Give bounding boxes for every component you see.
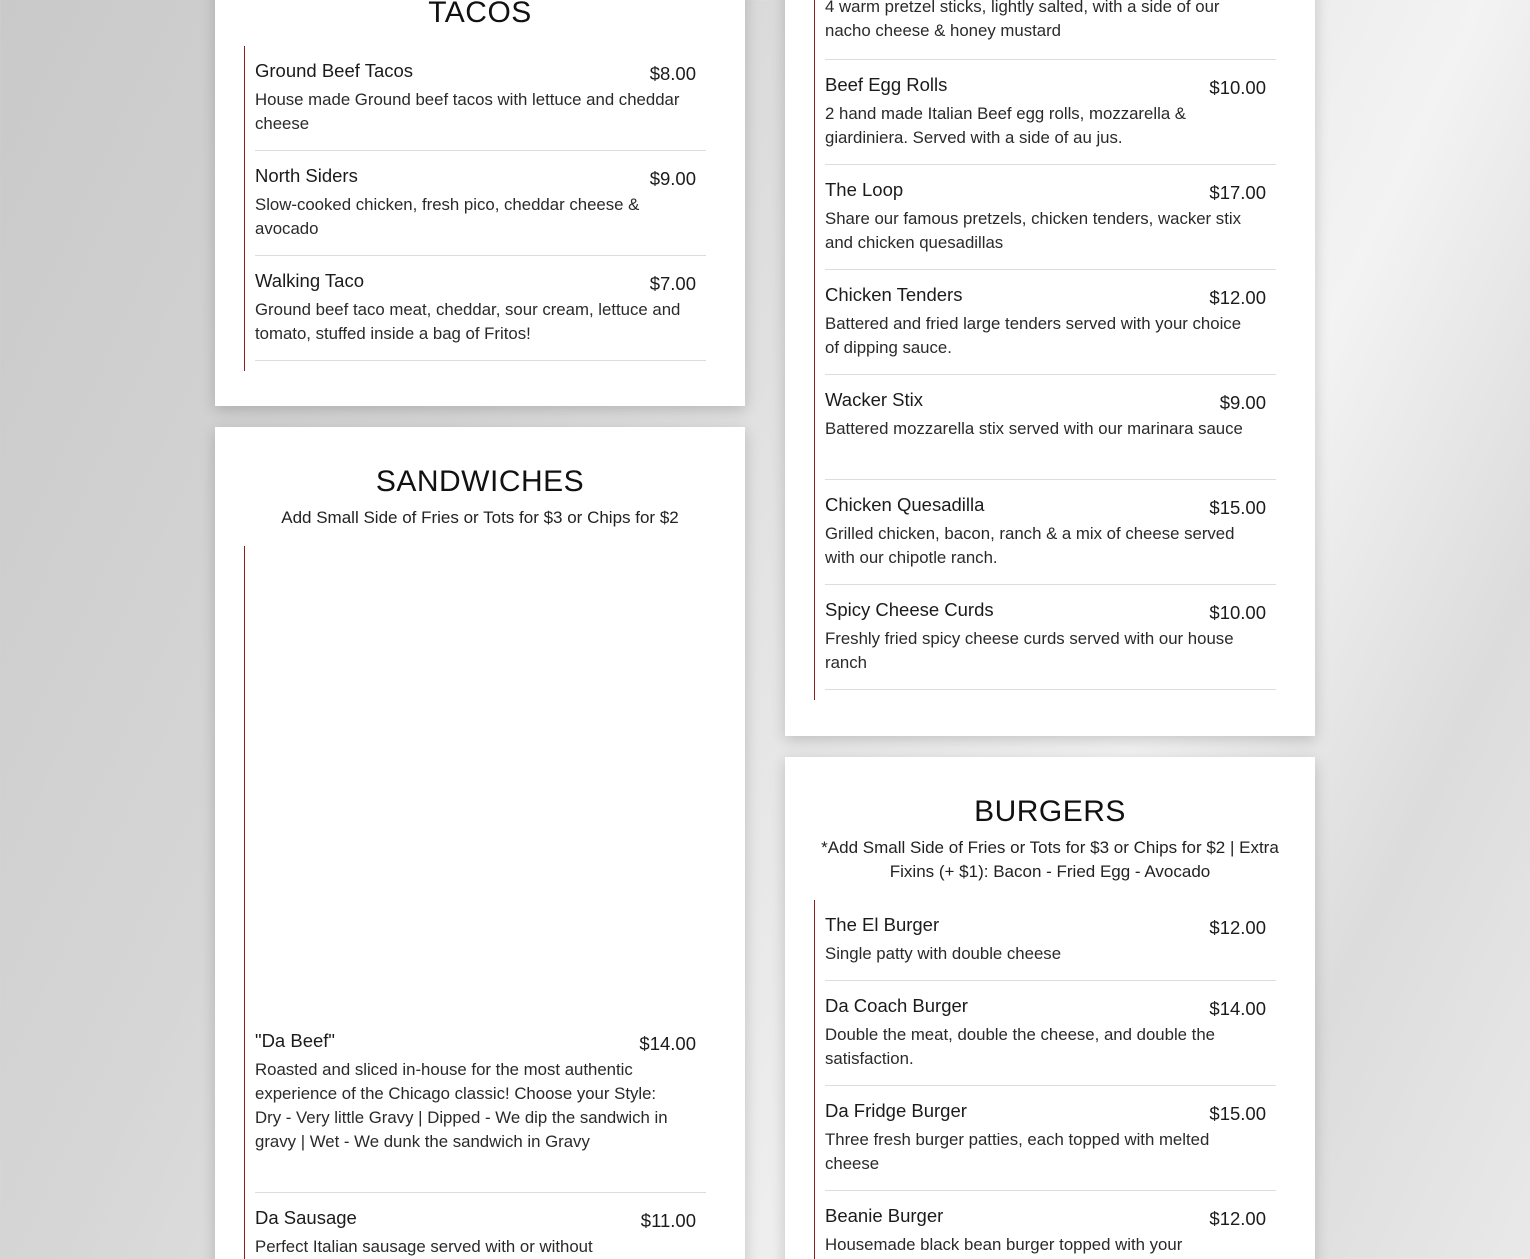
item-name: The El Burger [825, 914, 940, 935]
item-description: Double the meat, double the cheese, and double the satisfaction. [825, 1025, 1215, 1068]
menu-item[interactable] [255, 151, 706, 256]
menu-item[interactable] [825, 270, 1276, 375]
menu-item[interactable] [255, 256, 706, 361]
menu-item[interactable] [825, 165, 1276, 270]
item-price: $14.00 [639, 1033, 696, 1054]
item-price: $8.00 [649, 63, 696, 84]
item-description: Slow-cooked chicken, fresh pico, cheddar cheese & avocado [255, 195, 640, 238]
appetizers-section [785, 0, 1315, 736]
menu-item[interactable] [255, 1016, 706, 1193]
section-title-tacos: TACOS [428, 0, 532, 29]
item-name: North Siders [255, 165, 358, 186]
item-name: Beanie Burger [825, 1205, 944, 1226]
menu-item[interactable] [825, 375, 1276, 480]
item-name: Wacker Stix [825, 389, 923, 410]
tacos-section [215, 0, 745, 406]
menu-item[interactable] [825, 0, 1276, 60]
item-description: Housemade black bean burger topped with your [825, 1235, 1183, 1254]
sandwiches-item-list [244, 546, 706, 1259]
item-name: Walking Taco [255, 270, 364, 291]
menu-item[interactable] [825, 585, 1276, 690]
menu-item[interactable] [255, 1193, 706, 1259]
item-name: The Loop [825, 179, 904, 200]
menu-item[interactable] [825, 981, 1276, 1086]
item-description: Grilled chicken, bacon, ranch & a mix of cheese served with our chipotle ranch. [825, 524, 1235, 567]
item-price: $9.00 [1219, 392, 1266, 413]
menu-item[interactable] [825, 1086, 1276, 1191]
item-price: $12.00 [1209, 917, 1266, 938]
item-name: Spicy Cheese Curds [825, 599, 994, 620]
appetizers-item-list [814, 0, 1276, 700]
menu-item[interactable] [825, 60, 1276, 165]
item-name: Chicken Quesadilla [825, 494, 985, 515]
item-description: Single patty with double cheese [825, 944, 1062, 963]
item-price: $10.00 [1209, 77, 1266, 98]
item-price: $7.00 [649, 273, 696, 294]
item-price: $15.00 [1209, 497, 1266, 518]
item-description: 4 warm pretzel sticks, lightly salted, with a side of our nacho cheese & honey mustard [825, 0, 1220, 40]
menu-item[interactable] [825, 900, 1276, 981]
item-name: "Da Beef" [255, 1030, 335, 1051]
item-name: Ground Beef Tacos [255, 60, 414, 81]
item-description: Ground beef taco meat, cheddar, sour cream, lettuce and tomato, stuffed inside a bag of Fritos! [255, 300, 681, 343]
section-note-sandwiches: Add Small Side of Fries or Tots for $3 or Chips for $2 [281, 508, 679, 527]
tacos-item-list [244, 46, 706, 371]
menu-item[interactable] [825, 480, 1276, 585]
item-price: $15.00 [1209, 1103, 1266, 1124]
item-price: $12.00 [1209, 1208, 1266, 1229]
item-price: $9.00 [649, 168, 696, 189]
item-description: House made Ground beef tacos with lettuce and cheddar cheese [255, 90, 680, 133]
menu-item[interactable] [255, 46, 706, 151]
menu-item[interactable] [825, 1191, 1276, 1259]
item-description: Three fresh burger patties, each topped with melted cheese [825, 1130, 1210, 1173]
section-note-burgers: *Add Small Side of Fries or Tots for $3 or Chips for $2 | Extra Fixins (+ $1): Bacon - Fried Egg - Avocado [821, 838, 1279, 881]
sandwiches-section [215, 427, 745, 1259]
list-spacer [245, 361, 706, 371]
item-description: Roasted and sliced in-house for the most authentic experience of the Chicago classic! Choose your Style: Dry - Very little Gravy | Dipped - We dip the sandwich in gravy | Wet - We dunk the sandwich in Gravy [255, 1060, 668, 1151]
burgers-item-list [814, 900, 1276, 1259]
item-name: Da Sausage [255, 1207, 357, 1228]
item-price: $14.00 [1209, 998, 1266, 1019]
list-spacer [815, 690, 1276, 700]
item-price: $10.00 [1209, 602, 1266, 623]
section-title-sandwiches: SANDWICHES [375, 465, 585, 498]
item-name: Da Fridge Burger [825, 1100, 967, 1121]
item-price: $11.00 [640, 1210, 696, 1231]
item-description: Share our famous pretzels, chicken tenders, wacker stix and chicken quesadillas [825, 209, 1241, 252]
item-price: $12.00 [1209, 287, 1266, 308]
burgers-section [785, 757, 1315, 1259]
item-price: $17.00 [1209, 182, 1266, 203]
menu-image-placeholder [255, 546, 706, 1016]
item-description: Battered and fried large tenders served with your choice of dipping sauce. [825, 314, 1242, 357]
item-description: Perfect Italian sausage served with or without [255, 1237, 593, 1256]
item-description: Battered mozzarella stix served with our marinara sauce [825, 419, 1243, 438]
item-name: Chicken Tenders [825, 284, 963, 305]
item-name: Da Coach Burger [825, 995, 968, 1016]
section-title-burgers: BURGERS [974, 795, 1126, 828]
item-description: Freshly fried spicy cheese curds served with our house ranch [825, 629, 1234, 672]
item-description: 2 hand made Italian Beef egg rolls, mozzarella & giardiniera. Served with a side of au jus. [825, 104, 1187, 147]
item-name: Beef Egg Rolls [825, 74, 948, 95]
